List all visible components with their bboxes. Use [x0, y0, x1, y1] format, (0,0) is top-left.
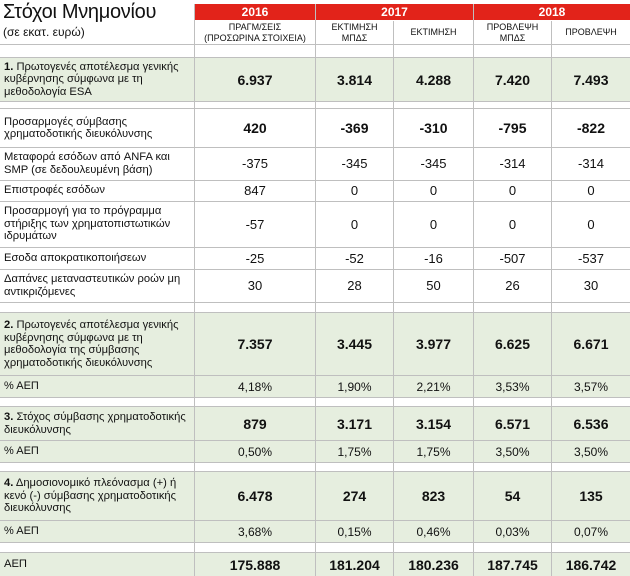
table-cell: 175.888: [229, 556, 281, 573]
table-cell: 30: [247, 278, 263, 293]
year-2017-header: 2017: [316, 4, 473, 20]
table-cell: 3,50%: [495, 444, 530, 459]
col-header-2018-mpds: ΠΡΟΒΛΕΨΗ ΜΠΔΣ: [486, 22, 539, 43]
row-label: Δαπάνες μεταναστευτικών ροών μη αντικριζόμενες: [4, 273, 181, 298]
table-cell: 186.742: [565, 556, 617, 573]
table-cell: 0: [508, 216, 517, 232]
table-cell: 3.171: [336, 415, 373, 432]
table-cell: -25: [245, 250, 265, 266]
table-cell: -345: [341, 156, 368, 171]
row-label: 4. Δημοσιονομικό πλεόνασμα (+) ή κενό (-) σύμβασης χρηματοδοτικής διευκόλυνσης: [4, 477, 177, 515]
table-cell: 3.814: [336, 71, 373, 88]
table-cell: -795: [498, 120, 527, 136]
table-cell: 0: [350, 183, 359, 198]
table-cell: -537: [577, 250, 605, 266]
row-label: 3. Στόχος σύμβασης χρηματοδοτικής διευκόλυνσης: [4, 411, 186, 436]
table-cell: 7.420: [494, 71, 531, 88]
row-label: % ΑΕΠ: [4, 445, 39, 458]
row-label: 1. Πρωτογενές αποτέλεσμα γενικής κυβέρνησης σύμφωνα με τη μεθοδολογία ESA: [4, 60, 179, 98]
table-cell: 6.571: [494, 415, 531, 432]
table-cell: 879: [243, 415, 267, 432]
table-cell: -345: [420, 156, 447, 171]
table-cell: 3.445: [336, 336, 373, 352]
column-divider: [393, 21, 394, 576]
table-cell: 0,15%: [337, 524, 372, 539]
table-cell: 274: [342, 488, 367, 504]
table-cell: 3,53%: [495, 379, 530, 394]
table-cell: 0: [508, 183, 517, 198]
table-cell: -16: [424, 250, 443, 266]
col-header-2017-est: ΕΚΤΙΜΗΣΗ: [410, 27, 457, 38]
table-cell: 1,90%: [337, 379, 372, 394]
table-cell: 180.236: [408, 556, 459, 573]
table-cell: -310: [419, 120, 448, 136]
table-cell: 187.745: [487, 556, 538, 573]
row-label: Προσαρμογή για το πρόγραμμα στήριξης των χρηματοπιστωτικών ιδρυμάτων: [4, 205, 171, 243]
table-cell: 3,68%: [237, 524, 273, 539]
table-cell: 0,50%: [237, 444, 273, 459]
table-cell: 181.204: [329, 556, 380, 573]
table-cell: 30: [583, 278, 599, 293]
table-cell: 0: [350, 216, 359, 232]
table-cell: 1,75%: [337, 444, 372, 459]
table-cell: -369: [340, 120, 369, 136]
table-cell: 3,50%: [573, 444, 609, 459]
table-cell: 7.493: [573, 71, 609, 88]
table-cell: -507: [499, 250, 526, 266]
table-cell: -822: [576, 120, 606, 136]
column-divider: [473, 4, 474, 576]
table-cell: 3.154: [415, 415, 452, 432]
table-cell: 1,75%: [416, 444, 451, 459]
table-cell: 823: [421, 488, 446, 504]
column-divider: [315, 4, 316, 576]
table-cell: 0,03%: [495, 524, 530, 539]
table-cell: 50: [426, 278, 441, 293]
column-divider: [194, 4, 195, 576]
table-cell: 6.625: [494, 336, 531, 352]
table-cell: 6.937: [237, 71, 273, 88]
table-cell: 0: [587, 183, 595, 198]
table-cell: 0,46%: [416, 524, 451, 539]
table-cell: 135: [579, 488, 603, 504]
table-cell: 2,21%: [416, 379, 451, 394]
table-cell: 6.478: [237, 488, 273, 504]
table-cell: 6.671: [573, 336, 609, 352]
table-cell: -314: [499, 156, 526, 171]
row-label: Εσοδα αποκρατικοποιήσεων: [4, 251, 147, 264]
row-label: Επιστροφές εσόδων: [4, 184, 105, 197]
table-cell: 4,18%: [237, 379, 273, 394]
table-cell: 3,57%: [573, 379, 609, 394]
row-label: % ΑΕΠ: [4, 380, 39, 393]
page-subtitle: (σε εκατ. ευρώ): [3, 25, 85, 39]
table-cell: 26: [505, 278, 520, 293]
table-cell: -52: [345, 250, 364, 266]
row-label: Προσαρμογές σύμβασης χρηματοδοτικής διευκόλυνσης: [4, 115, 153, 140]
year-2018-header: 2018: [474, 4, 630, 20]
table-cell: -375: [241, 156, 269, 171]
col-header-2016: ΠΡΑΓΜ/ΣΕΙΣ (ΠΡΟΣΩΡΙΝΑ ΣΤΟΙΧΕΙΑ): [204, 22, 306, 43]
table-cell: 3.977: [415, 336, 452, 352]
table-cell: 7.357: [237, 336, 273, 352]
table-cell: 28: [347, 278, 362, 293]
table-cell: 0: [429, 216, 438, 232]
row-label: % ΑΕΠ: [4, 525, 39, 538]
col-header-2017-mpds: ΕΚΤΙΜΗΣΗ ΜΠΔΣ: [331, 22, 378, 43]
table-cell: 6.536: [573, 415, 609, 432]
column-divider: [551, 21, 552, 576]
page-title: Στόχοι Μνημονίου: [3, 1, 157, 23]
table-cell: 0,07%: [573, 524, 609, 539]
row-label: ΑΕΠ: [4, 558, 28, 571]
table-cell: -57: [245, 216, 265, 232]
table-cell: 420: [243, 120, 267, 136]
table-cell: -314: [577, 156, 605, 171]
table-cell: 4.288: [415, 71, 452, 88]
table-cell: 847: [244, 183, 266, 198]
table-cell: 0: [587, 216, 595, 232]
col-header-2018-fcst: ΠΡΟΒΛΕΨΗ: [565, 27, 617, 38]
year-2016-header: 2016: [195, 4, 315, 20]
row-label: Μεταφορά εσόδων από ANFA και SMP (σε δεδουλευμένη βάση): [4, 151, 170, 176]
row-label: 2. Πρωτογενές αποτέλεσμα γενικής κυβέρνησης σύμφωνα με τη μεθοδολογία της σύμβασης χρηματοδοτικής διευκόλυνσης: [4, 319, 179, 369]
table-cell: 0: [429, 183, 438, 198]
table-cell: 54: [504, 488, 521, 504]
